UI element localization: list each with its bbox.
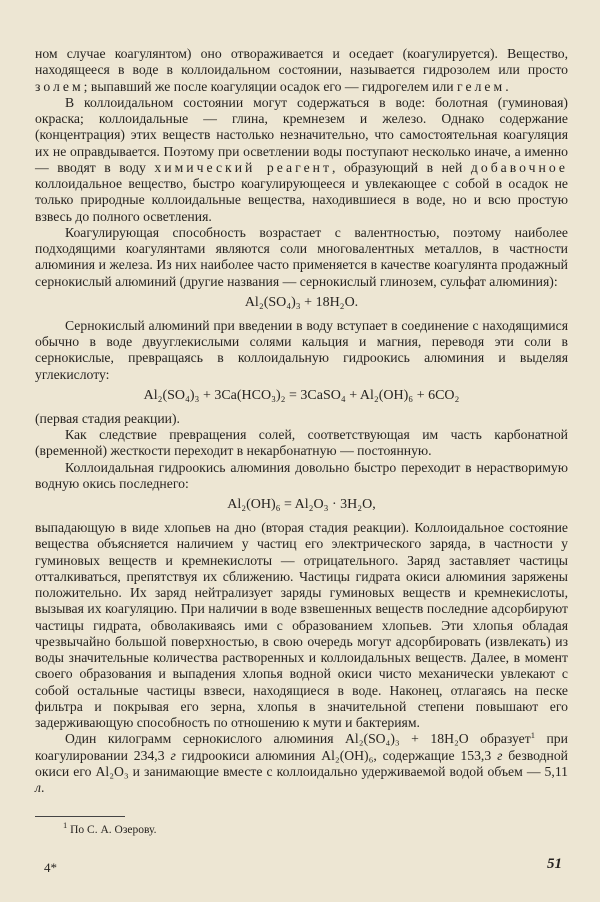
text-run: при коагулировании 234,3 — [35, 731, 568, 763]
footnote-number: 1 — [63, 820, 68, 831]
paragraph: Коагулирующая способность возрастает с валентностью, поэтому наиболее подходящими коагулянтами являются соли многовалентных металлов, в частности алюминия и железа. Из них наиболее часто применяется в качестве коагулянта продажный сернокислый алюминий (другие названия — сернокислый глинозем, сульфат алюминия): — [35, 224, 568, 289]
paragraph: Как следствие превращения солей, соответствующая им часть карбонатной (временной) жесткости переходит в некарбонатную — постоянную. — [35, 427, 568, 459]
spaced-term: золем — [35, 78, 84, 94]
paragraph: Коллоидальная гидроокись алюминия довольно быстро переходит в нерастворимую водную окись последнего: — [35, 459, 568, 491]
inline-formula: Al₂(SO₄)₃ + 18H₂O — [345, 731, 469, 747]
footnote-marker: 1 — [530, 730, 535, 741]
page-number: 51 — [547, 856, 562, 872]
paragraph: (первая стадия реакции). — [35, 410, 180, 426]
inline-formula: Al₂O₃ — [95, 763, 129, 779]
text-run: , образующий в ней — [332, 159, 471, 175]
text-run: . — [505, 78, 509, 94]
footnote-text: По С. А. Озерову. — [70, 824, 157, 837]
unit: г — [170, 747, 176, 763]
paragraph: выпадающую в виде хлопьев на дно (вторая стадия реакции). Коллоидальное состояние вещества объясняется наличием у частиц его электрического заряда, в частности у гуминовых веществ и кремнекислоты — отрицательного. Заряд заставляет частицы отталкиваться, препятствуя их сближению. Частицы гидрата окиси алюминия заряжены положительно. Их заряд нейтрализует заряды гуминовых веществ и кремнекислоты, вызывая их коагуляцию. При наличии в воде взвешенных веществ последние адсорбируют частицы гидрата, обволакиваясь ими с образованием хлопьев. Эти хлопья обладая чрезвычайно большой поверхностью, в свою очередь могут адсорбировать (извлекать) из воды значительные количества растворенных и коллоидальных веществ. Далее, в момент своего образования и выпадения хлопья водной окиси чисто механически увлекают с собой остальные частицы взвеси, находящиеся в воде. Наконец, отлагаясь на песке фильтра и покрывая его зерна, хлопья в значительной степени повышают его задерживающую способность по отношению к мути и бактериям. — [35, 520, 568, 730]
text-run: коллоидальное вещество, быстро коагулирующееся и увлекающее с собой в осадок не только природные коллоидальные вещества, находившиеся в воде, но и всю простую взвесь до полного осветления. — [35, 176, 568, 224]
inline-formula: Al₂(OH)₆ — [321, 747, 374, 763]
text-run: и занимающие вместе с коллоидально удерживаемой водой объем — 5,11 — [128, 763, 568, 779]
text-run: гидроокиси алюминия — [175, 747, 322, 763]
unit: г — [497, 747, 503, 763]
spaced-term: химический реагент — [154, 159, 333, 175]
printer-signature: 4* — [44, 860, 57, 875]
text-run: , содержащие 153,3 — [373, 747, 498, 763]
text-run: Один килограмм сернокислого алюминия — [65, 731, 346, 747]
text-run: ; выпавший же после коагуляции осадок его — гидрогелем или — [83, 78, 458, 94]
paragraph: Сернокислый алюминий при введении в воду вступает в соединение с находящимися обычно в воде двууглекислыми солями кальция и магния, переводя эти соли в сернокислые, превращаясь в коллоидальную гидроокись алюминия и выделяя углекислоту: — [35, 317, 568, 382]
unit: л — [35, 780, 41, 795]
text-run: ном случае коагулянтом) оно отворaживается и оседает (коагулируется). Вещество, находящееся в воде в коллоидальном состоянии, называется гидрозолем или просто — [35, 46, 568, 78]
paragraph — [35, 46, 568, 95]
paragraph — [35, 95, 568, 225]
paragraph — [35, 731, 568, 796]
formula-reaction-stage-1: Al₂(SO₄)₃ + 3Ca(HCO₃)₂ = 3CaSO₄ + Al₂(OH)₆ + 6CO₂ — [143, 387, 460, 403]
text-run: образует — [468, 731, 531, 747]
body-text — [35, 46, 568, 837]
text-run: безводной окиси его — [35, 747, 569, 779]
text-run: . — [40, 780, 45, 795]
footnote — [35, 820, 568, 837]
formula-reaction-stage-2: Al₂(OH)₆ = Al₂O₃ · 3H₂O, — [227, 497, 376, 512]
footnote-rule — [35, 816, 125, 817]
text-run: В коллоидальном состоянии могут содержаться в воде: болотная (гуминовая) окраска; коллоидальные — глина, кремнезем и железо. Однако содержание (концентрация) этих веществ настолько незначительно, что самостоятельная коагуляция их не оправдывается. Поэтому при осветлении воды поступают несколько иначе, а именно — вводят в воду — [35, 94, 568, 175]
spaced-term: добавочное — [470, 159, 568, 175]
spaced-term: гелем — [457, 78, 506, 94]
formula-aluminium-sulfate: Al₂(SO₄)₃ + 18H₂O. — [244, 294, 359, 310]
